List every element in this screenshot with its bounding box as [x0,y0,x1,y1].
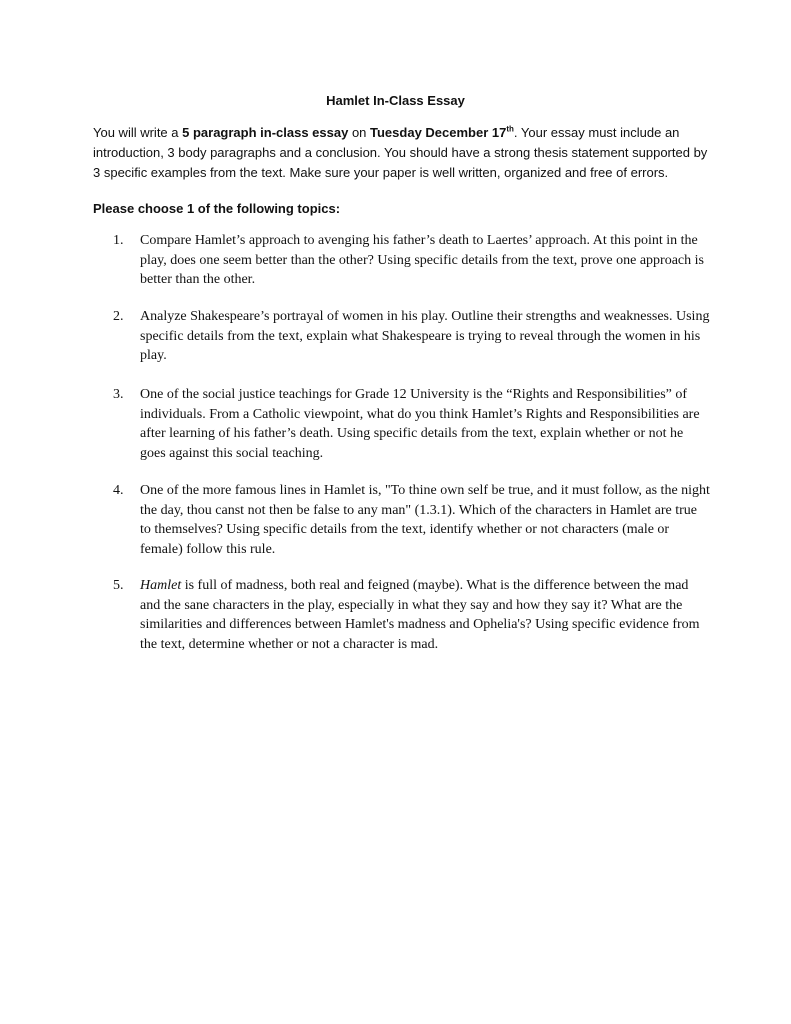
intro-date-text: Tuesday December 17 [370,125,507,140]
choose-heading: Please choose 1 of the following topics: [93,201,341,216]
topic-number: 3. [113,387,124,402]
topic-text-body: is full of madness, both real and feigned (maybe). What is the difference between the mad and the sane characters in the play, especially in what they say and how they say it? What are the similarities and differences between Hamlet's madness and Ophelia's? Using specific evidence from the text, determine whether or not a character is mad. [140,578,700,652]
topic-number: 2. [113,309,124,324]
intro-text-2: on [348,125,371,140]
intro-bold-essay: 5 paragraph in-class essay [182,125,349,140]
intro-bold-date [370,125,514,140]
topic-number: 5. [113,578,124,593]
intro-paragraph [93,123,713,183]
document-title: Hamlet In-Class Essay [326,93,465,108]
topic-text: Analyze Shakespeare’s portrayal of women in his play. Outline their strengths and weaknesses. Using specific details from the text, explain what Shakespeare is trying to reveal through the women in his play. [140,309,710,363]
intro-text-1: You will write a [93,125,183,140]
topic-italic-title: Hamlet [140,578,182,593]
intro-date-superscript: th [506,124,514,134]
topic-number: 1. [113,233,124,248]
topic-number: 4. [113,483,124,498]
topic-text: One of the more famous lines in Hamlet is, "To thine own self be true, and it must follow, as the night the day, thou canst not then be false to any man" (1.3.1). Which of the characters in Hamlet are true to themselves? Using specific details from the text, identify whether or not characters (male or female) follow this rule. [140,483,710,557]
topic-text [140,576,710,654]
intro-text-3: . Your essay must include an introduction, 3 body paragraphs and a conclusion. You should have a strong thesis statement supported by 3 specific examples from the text. Make sure your paper is well written, organized and free of errors. [93,125,708,180]
topic-text: Compare Hamlet’s approach to avenging his father’s death to Laertes’ approach. At this point in the play, does one seem better than the other? Using specific details from the text, prove one approach is better than the other. [140,233,704,287]
topic-text: One of the social justice teachings for Grade 12 University is the “Rights and Responsibilities” of individuals. From a Catholic viewpoint, what do you think Hamlet’s Rights and Responsibilities are after learning of his father’s death. Using specific details from the text, explain whether or not he goes against this social teaching. [140,387,700,461]
